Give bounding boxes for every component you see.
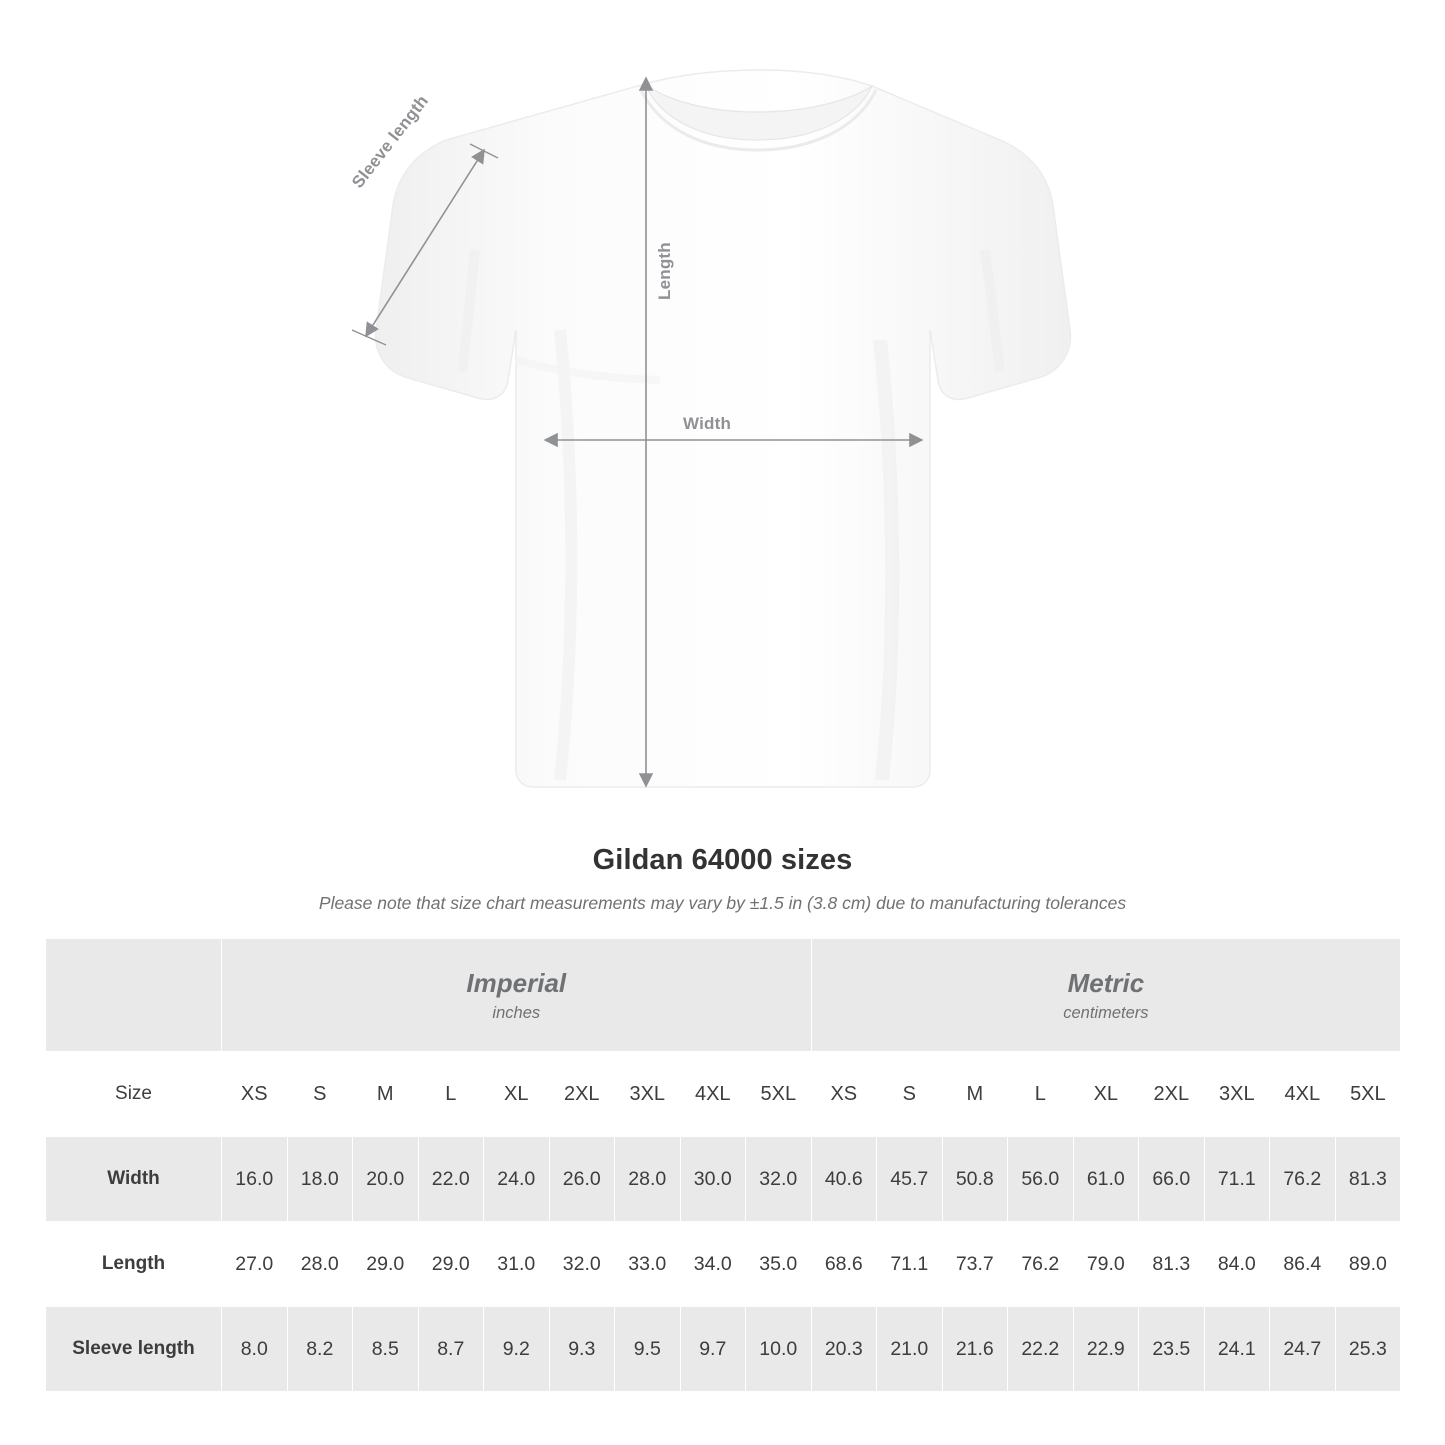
size-column-header: L — [1008, 1052, 1074, 1137]
cell-length: 31.0 — [484, 1222, 550, 1307]
cell-length: 73.7 — [942, 1222, 1008, 1307]
size-column-header: XL — [1073, 1052, 1139, 1137]
cell-sleeve-length: 8.0 — [222, 1307, 288, 1392]
size-column-header: S — [287, 1052, 353, 1137]
sleeve-length-label: Sleeve length — [348, 91, 433, 192]
cell-sleeve-length: 22.2 — [1008, 1307, 1074, 1392]
size-column-header: XS — [811, 1052, 877, 1137]
size-chart-body — [46, 1052, 1401, 1392]
size-column-header: L — [418, 1052, 484, 1137]
cell-length: 35.0 — [746, 1222, 812, 1307]
cell-sleeve-length: 25.3 — [1335, 1307, 1401, 1392]
size-header-row — [46, 1052, 1401, 1137]
cell-width: 20.0 — [353, 1137, 419, 1222]
cell-sleeve-length: 20.3 — [811, 1307, 877, 1392]
size-column-header: S — [877, 1052, 943, 1137]
size-column-header: 2XL — [549, 1052, 615, 1137]
measurement-tolerance-note: Please note that size chart measurements may vary by ±1.5 in (3.8 cm) due to manufacturing tolerances — [318, 893, 1127, 913]
size-column-header: XL — [484, 1052, 550, 1137]
size-column-header: 4XL — [680, 1052, 746, 1137]
size-column-header: XS — [222, 1052, 288, 1137]
size-column-header: M — [353, 1052, 419, 1137]
cell-length: 29.0 — [418, 1222, 484, 1307]
cell-width: 24.0 — [484, 1137, 550, 1222]
table-row — [46, 1222, 1401, 1307]
cell-width: 22.0 — [418, 1137, 484, 1222]
imperial-sublabel: inches — [492, 1003, 541, 1022]
cell-width: 45.7 — [877, 1137, 943, 1222]
size-column-header: M — [942, 1052, 1008, 1137]
size-column-header: 3XL — [615, 1052, 681, 1137]
cell-sleeve-length: 9.3 — [549, 1307, 615, 1392]
metric-sublabel: centimeters — [1063, 1003, 1149, 1022]
cell-width: 40.6 — [811, 1137, 877, 1222]
cell-width: 50.8 — [942, 1137, 1008, 1222]
cell-sleeve-length: 9.5 — [615, 1307, 681, 1392]
unit-header-metric — [811, 939, 1401, 1052]
cell-length: 34.0 — [680, 1222, 746, 1307]
cell-width: 81.3 — [1335, 1137, 1401, 1222]
metric-label: Metric — [1067, 968, 1145, 999]
cell-width: 66.0 — [1139, 1137, 1205, 1222]
length-label: Length — [655, 242, 674, 300]
cell-length: 68.6 — [811, 1222, 877, 1307]
page-title: Gildan 64000 sizes — [592, 844, 853, 876]
cell-width: 56.0 — [1008, 1137, 1074, 1222]
size-chart-table — [45, 938, 1401, 1392]
cell-width: 26.0 — [549, 1137, 615, 1222]
cell-length: 28.0 — [287, 1222, 353, 1307]
cell-width: 30.0 — [680, 1137, 746, 1222]
cell-length: 29.0 — [353, 1222, 419, 1307]
cell-length: 76.2 — [1008, 1222, 1074, 1307]
cell-length: 71.1 — [877, 1222, 943, 1307]
cell-length: 86.4 — [1270, 1222, 1336, 1307]
cell-sleeve-length: 21.6 — [942, 1307, 1008, 1392]
cell-width: 76.2 — [1270, 1137, 1336, 1222]
cell-width: 71.1 — [1204, 1137, 1270, 1222]
size-column-header: 2XL — [1139, 1052, 1205, 1137]
row-label-sleeve-length: Sleeve length — [46, 1307, 222, 1392]
cell-width: 18.0 — [287, 1137, 353, 1222]
cell-sleeve-length: 8.5 — [353, 1307, 419, 1392]
cell-length: 81.3 — [1139, 1222, 1205, 1307]
size-column-header: 5XL — [746, 1052, 812, 1137]
cell-sleeve-length: 8.7 — [418, 1307, 484, 1392]
cell-width: 61.0 — [1073, 1137, 1139, 1222]
row-label-width: Width — [46, 1137, 222, 1222]
cell-length: 33.0 — [615, 1222, 681, 1307]
table-row — [46, 1137, 1401, 1222]
cell-sleeve-length: 23.5 — [1139, 1307, 1205, 1392]
cell-length: 79.0 — [1073, 1222, 1139, 1307]
cell-length: 32.0 — [549, 1222, 615, 1307]
size-column-header: 4XL — [1270, 1052, 1336, 1137]
cell-sleeve-length: 10.0 — [746, 1307, 812, 1392]
cell-length: 84.0 — [1204, 1222, 1270, 1307]
size-row-label: Size — [46, 1052, 222, 1137]
unit-header-imperial — [222, 939, 812, 1052]
cell-length: 89.0 — [1335, 1222, 1401, 1307]
size-column-header: 3XL — [1204, 1052, 1270, 1137]
unit-header-blank — [46, 939, 222, 1052]
size-column-header: 5XL — [1335, 1052, 1401, 1137]
cell-width: 32.0 — [746, 1137, 812, 1222]
cell-length: 27.0 — [222, 1222, 288, 1307]
width-label: Width — [683, 414, 732, 433]
cell-sleeve-length: 9.2 — [484, 1307, 550, 1392]
cell-sleeve-length: 24.7 — [1270, 1307, 1336, 1392]
table-row — [46, 1307, 1401, 1392]
unit-header-row — [46, 939, 1401, 1052]
cell-sleeve-length: 9.7 — [680, 1307, 746, 1392]
cell-width: 16.0 — [222, 1137, 288, 1222]
cell-sleeve-length: 22.9 — [1073, 1307, 1139, 1392]
imperial-label: Imperial — [466, 968, 567, 999]
size-chart-container — [45, 938, 1400, 1392]
cell-width: 28.0 — [615, 1137, 681, 1222]
cell-sleeve-length: 24.1 — [1204, 1307, 1270, 1392]
cell-sleeve-length: 8.2 — [287, 1307, 353, 1392]
cell-sleeve-length: 21.0 — [877, 1307, 943, 1392]
row-label-length: Length — [46, 1222, 222, 1307]
